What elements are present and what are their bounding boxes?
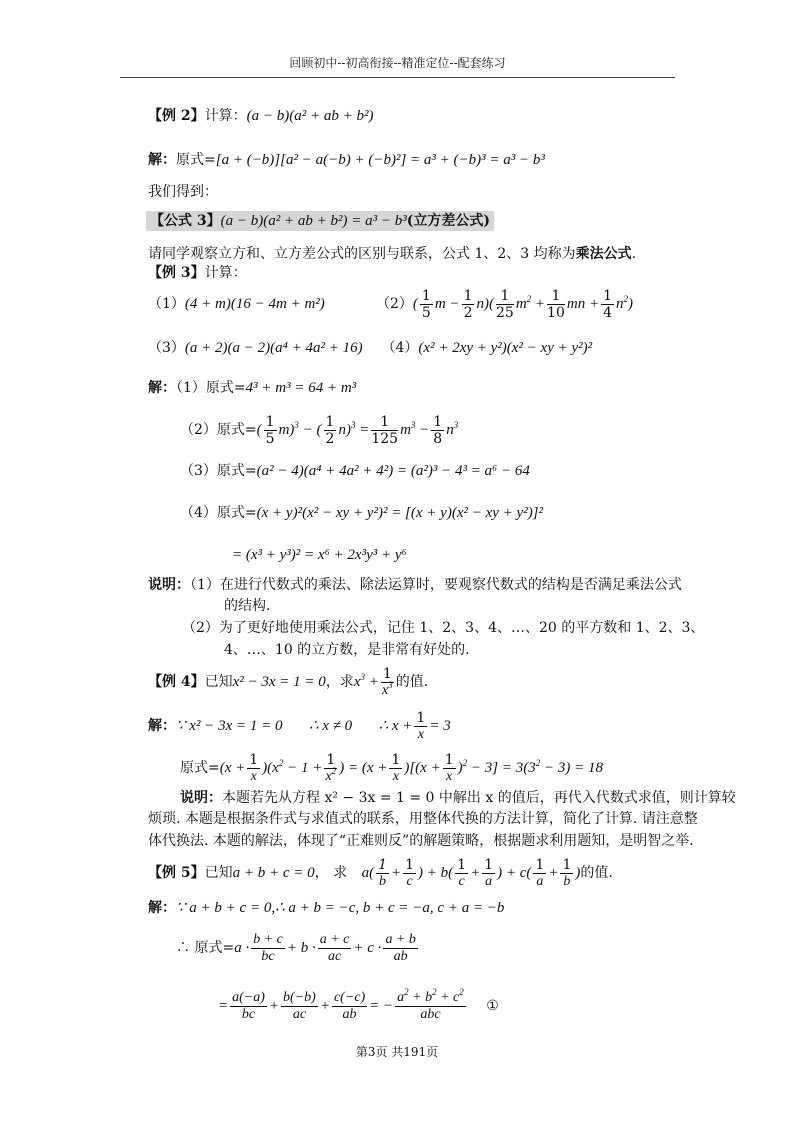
solution-label: 解： xyxy=(148,152,176,168)
example-2-label: 【例 2】 xyxy=(148,108,205,124)
part-1: （1） xyxy=(148,296,185,312)
example-4-label: 【例 4】 xyxy=(148,674,205,690)
part-2: （2） xyxy=(376,296,413,312)
example-5-label: 【例 5】 xyxy=(148,865,205,881)
value-label: 的值. xyxy=(580,865,613,881)
note-1-line-a: （1）在进行代数式的乘法、除法运算时，要观察代数式的结构是否满足乘法公式 xyxy=(190,577,682,593)
example-4: 【例 4】已知x² − 3x = 1 = 0，求$x^3$ + $\frac{1}{x^3}$ 的值. xyxy=(148,665,429,698)
original-label: 原式= xyxy=(216,422,257,438)
part-4: （4） xyxy=(381,340,419,356)
example-2-solution xyxy=(148,150,545,170)
therefore-original: ∴ 原式= xyxy=(176,940,235,956)
formula-3 xyxy=(146,211,494,231)
note-label: 说明： xyxy=(180,790,222,806)
known-label: 已知 xyxy=(204,674,233,690)
example-3 xyxy=(148,263,247,283)
example-4-step-c: ∴ x + xyxy=(378,718,413,734)
part-3: （3） xyxy=(180,463,217,479)
ask-label: ， 求 xyxy=(314,865,348,881)
part-2: （2） xyxy=(180,422,217,438)
example-5: 【例 5】已知a + b + c = 0， 求 a( $\frac{1}{b}$ + $\frac{1}{c}$ ) + b( $\frac{1}{c}$ + $\frac{1}{a}$ ) + c( $\frac{1}{a}$ + $\frac{1}{b}$ )的值. xyxy=(148,856,613,889)
solution-label: 解： xyxy=(148,718,176,734)
example-3-s4-expression-a: (x + y)²(x² − xy + y²)² = [(x + y)(x² − xy + y²)]² xyxy=(256,505,544,521)
example-3-q3-q4 xyxy=(148,338,592,358)
known-label: 已知 xyxy=(204,865,233,881)
page-footer: 第3页 共191页 xyxy=(355,1045,439,1059)
note-2-line-b: 4、…、10 的立方数，是非常有好处的. xyxy=(224,642,470,658)
note-2-line-a: （2）为了更好地使用乘法公式，记住 1、2、3、4、…、20 的平方数和 1、2、3、 xyxy=(182,620,705,636)
formula-3-name: (立方差公式) xyxy=(406,213,490,229)
example-3-q2: （2）( $\frac{1}{5}$ m − $\frac{1}{2}$ n)( $\frac{1}{25}$ $m^2$ + $\frac{1}{10}$ mn + $\frac{1}{4}$ $n^2$) xyxy=(376,287,633,321)
example-4-step-c2: = 3 xyxy=(429,718,451,734)
formula-3-label: 【公式 3】 xyxy=(150,213,221,229)
example-3-s1 xyxy=(148,378,356,398)
original-label: 原式= xyxy=(176,152,216,168)
part-4: （4） xyxy=(180,505,217,521)
example-4-condition: x² − 3x = 1 = 0 xyxy=(232,674,326,690)
example-3-q1 xyxy=(148,294,325,314)
example-3-s3 xyxy=(180,461,530,481)
example-3-label: 【例 3】 xyxy=(148,265,205,281)
example-5-condition: a + b + c = 0 xyxy=(232,865,315,881)
original-label: 原式= xyxy=(205,380,246,396)
ask-label: ，求 xyxy=(325,674,354,690)
calc-label: 计算： xyxy=(204,108,247,124)
we-get: 我们得到： xyxy=(148,184,218,200)
solution-label: 解： xyxy=(148,380,176,396)
solution-label: 解： xyxy=(148,900,176,916)
part-3: （3） xyxy=(148,340,185,356)
example-3-s3-expression: (a² − 4)(a⁴ + 4a² + 4²) = (a²)³ − 4³ = a⁶ − 64 xyxy=(256,463,530,479)
observe-bold: 乘法公式 xyxy=(575,246,632,262)
example-5-step-1: ∵ a + b + c = 0,∴ a + b = −c, b + c = −a, c + a = −b xyxy=(176,900,505,916)
example-4-step-b: ∴ x ≠ 0 xyxy=(308,718,353,734)
example-2-solution-expression: [a + (−b)][a² − a(−b) + (−b)²] = a³ + (−b)³ = a³ − b³ xyxy=(215,152,545,168)
example-3-s1-expression: 4³ + m³ = 64 + m³ xyxy=(245,380,357,396)
example-3-q3-expression: (a + 2)(a − 2)(a⁴ + 4a² + 16) xyxy=(184,340,363,356)
example-4-note-line-1: 本题若先从方程 x² − 3x = 1 = 0 中解出 x 的值后，再代入代数式求值，则计算较 xyxy=(222,790,736,806)
example-5-step-2: ∴ 原式=a · $\frac{b + c}{bc}$ + b · $\frac{a + c}{ac}$ + c · $\frac{a + b}{ab}$ xyxy=(176,931,416,964)
example-4-note-1 xyxy=(180,788,736,808)
example-4-note-line-2: 烦琐. 本题是根据条件式与求值式的联系，用整体代换的方法计算，简化了计算. 请注意整 xyxy=(148,811,698,827)
example-4-note-line-3: 体代换法. 本题的解法，体现了“正难则反”的解题策略，根据题求利用题知，是明智之举. xyxy=(148,833,694,849)
example-3-s4 xyxy=(180,503,543,523)
example-3-s2: （2）原式=( $\frac{1}{5}$ m)$^3$ − ( $\frac{1}{2}$ n)$^3$ = $\frac{1}{125}$ $m^3$ − $\frac{1}{8}$ $n^3$ xyxy=(180,413,459,447)
original-label: 原式= xyxy=(180,760,220,776)
original-label: 原式= xyxy=(216,505,257,521)
part-1: （1） xyxy=(176,380,206,396)
note-label: 说明： xyxy=(148,577,190,593)
example-2-expression: (a − b)(a² + ab + b²) xyxy=(246,108,374,124)
example-3-q1-expression: (4 + m)(16 − 4m + m²) xyxy=(184,296,325,312)
value-label: 的值. xyxy=(395,674,429,690)
note-1-line-b: 的结构. xyxy=(224,598,271,614)
example-5-solution xyxy=(148,898,504,918)
example-3-s4b xyxy=(232,545,407,565)
original-label: 原式= xyxy=(216,463,257,479)
example-4-solution: 解：∵ x² − 3x = 1 = 0 ∴ x ≠ 0 ∴ x + $\frac{1}{x}$ = 3 xyxy=(148,709,451,742)
calc-label: 计算： xyxy=(204,265,247,281)
example-5-step-3: = $\frac{a(-a)}{bc}$ + $\frac{b(-b)}{ac}$ + $\frac{c(-c)}{ab}$ = − $\frac{a^2 + b^2 + c^2}{\text{abc}}$ ① xyxy=(218,986,499,1022)
circled-number: ① xyxy=(486,998,499,1014)
page-header: 回顾初中--初高衔接--精准定位--配套练习 xyxy=(120,54,675,78)
observe-paragraph: 请同学观察立方和、立方差公式的区别与联系，公式 1、2、3 均称为乘法公式. xyxy=(148,246,637,262)
formula-3-expression: (a − b)(a² + ab + b²) = a³ − b³ xyxy=(220,213,407,229)
example-4-solution-2: 原式=(x + $\frac{1}{x}$ )($x^2 - 1$ + $\frac{1}{x^2}$ ) = (x + $\frac{1}{x}$ )[(x + $\frac{1}{x}$ )$^2 - 3] = 3(3^2 - 3) = 18$ xyxy=(180,751,603,784)
example-3-q4-expression: (x² + 2xy + y²)(x² − xy + y²)² xyxy=(418,340,593,356)
example-3-s4-expression-b: = (x³ + y³)² = x⁶ + 2x³y³ + y⁶ xyxy=(232,547,407,563)
example-4-step-a: ∵ x² − 3x = 1 = 0 xyxy=(176,718,283,734)
note-1 xyxy=(148,575,682,595)
observe-text: 请同学观察立方和、立方差公式的区别与联系，公式 1、2、3 均称为 xyxy=(148,246,576,262)
example-2 xyxy=(148,106,373,126)
